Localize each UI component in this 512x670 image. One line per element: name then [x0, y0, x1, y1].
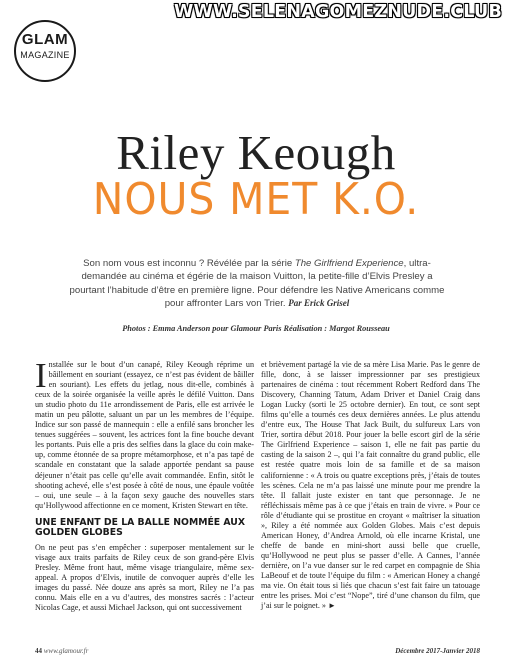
footer-issue-date: Décembre 2017-Janvier 2018	[395, 647, 480, 655]
paragraph-1-text: nstallée sur le bout d’un canapé, Riley Keough réprime un bâillement en souriant (essayez, ce n’est pas évident de bâiller en souriant). Les effets du jetlag, nous dit-elle, combinés à ceux de la soirée organisée la veille après le défilé Vuitton. Dans un studio photo du 11e arrondissement de Paris, elle est arrivée le matin un peu pâlotte, saluant un par un les membres de l’équipe. Indice sur son passé de mannequin : elle a enfilé sans broncher les tenues suggérées – souvent, les actrices font la fine bouche devant les portants. Puis elle a pris des selfies dans la glace du coin make-up, comme étonnée de sa propre métamorphose, et n’a pas tapé de scandale en constatant que la salade apportée pendant sa pause déjeuner n’était pas celle qu’elle avait commandée. Enfin, sitôt le shooting achevé, elle s’est posée à côté de nous, une épaule voûtée – oui, une seule – à la façon sexy gauche des nouvelles stars qu’Hollywood affectionne en ce moment, Kristen Stewart en tête.	[35, 360, 254, 510]
article-title-sub: NOUS MET K.O.	[92, 174, 420, 225]
logo-magazine-text: MAGAZINE	[20, 50, 70, 60]
watermark-text: WWW.SELENAGOMEZNUDE.CLUB	[174, 2, 502, 22]
page-number: 44	[35, 647, 42, 655]
article-intro	[64, 257, 450, 310]
logo-glam-text: GLAM	[21, 31, 69, 48]
intro-byline: Par Erick Grisel	[288, 297, 350, 308]
photo-credits: Photos : Emma Anderson pour Glamour Paris Réalisation : Margot Rousseau	[122, 324, 390, 333]
footer-site: www.glamour.fr	[43, 647, 89, 655]
article-column-left	[35, 356, 254, 613]
article-paragraph-3	[261, 360, 480, 611]
continue-arrow-icon: ►	[328, 601, 336, 611]
article-subhead: UNE ENFANT DE LA BALLE NOMMÉE AUX GOLDEN GLOBES	[35, 516, 246, 539]
page-footer	[35, 647, 480, 655]
article-column-right	[261, 360, 480, 611]
intro-text-2: , ultra-demandée au cinéma et égérie de la maison Vuitton, la petite-fille d’Elvis Presley a pourtant l’habitude d’être en première ligne. Pour défendre les Native Americans comme pour affronter Lars von Trier.	[69, 258, 445, 309]
article-paragraph-2: On ne peut pas s’en empêcher : superposer mentalement sur le visage aux traits parfaits de Riley ceux de son grand-père Elvis Presley. Même front haut, même visage triangulaire, même sex-appeal. A propos d’Elvis, inutile de convoquer auprès d’elle les images du passé. Née douze ans après sa mort, Riley ne l’a pas connu. Mais elle en a vu d’autres, des monstres sacrés : l’acteur Nicolas Cage, et aussi Michael Jackson, qui ont successivement	[35, 542, 254, 612]
drop-cap: I	[35, 356, 47, 395]
intro-text-1: Son nom vous est inconnu ? Révélée par la série	[83, 258, 295, 269]
glam-magazine-logo	[14, 20, 76, 82]
paragraph-3-text: et brièvement partagé la vie de sa mère Lisa Marie. Pas le genre de fille, donc, à se laisser impressionner par ses prestigieux partenaires de cinéma : tout récemment Robert Redford dans The Discovery, Channing Tatum, Adam Driver et Daniel Craig dans Logan Lucky (sorti le 25 octobre dernier). En tout, ce sont sept films qu’elle a tournés ces deux dernières années. Le plus attendu d’entre eux, The House That Jack Built, du sulfureux Lars von Trier, sortira début 2018. Pour jouer la belle escort girl de la série The Girlfriend Experience – saison 1, elle ne fait pas partie du casting de la saison 2 –, qui l’a fait connaître du grand public, elle est restée quatre mois loin de sa famille et de sa maison californienne : « A trois ou quatre exceptions près, j’étais de toutes les scènes. Cela ne m’a pas laissé une minute pour me prendre la tête. Il fallait juste exister en tant que personnage. Je ne réfléchissais même pas à ce que j’étais en train de vivre. » Pour ce rôle d’étudiante qui se prostitue en croyant « maîtriser la situation », Riley a été nommée aux Golden Globes. Mais c’est depuis American Honey, d’Andrea Arnold, où elle incarne Kristal, une cheffe de bande en mini-short aussi belle que cruelle, qu’Hollywood ne peut plus se passer d’elle. A Cannes, l’année dernière, on l’a vue danser sur le red carpet en compagnie de Shia LaBeouf et de toute l’équipe du film : « American Honey a changé ma vie. On était tous si liés que chacun s’est fait faire un tatouage entre les prises. Moi c’est “Nope”, tiré d’une chanson du film, que j’ai sur le poignet. »	[261, 360, 480, 611]
intro-show-title: The Girlfriend Experience	[294, 258, 404, 269]
article-paragraph-1	[35, 356, 254, 511]
article-title-name: Riley Keough	[116, 125, 396, 180]
